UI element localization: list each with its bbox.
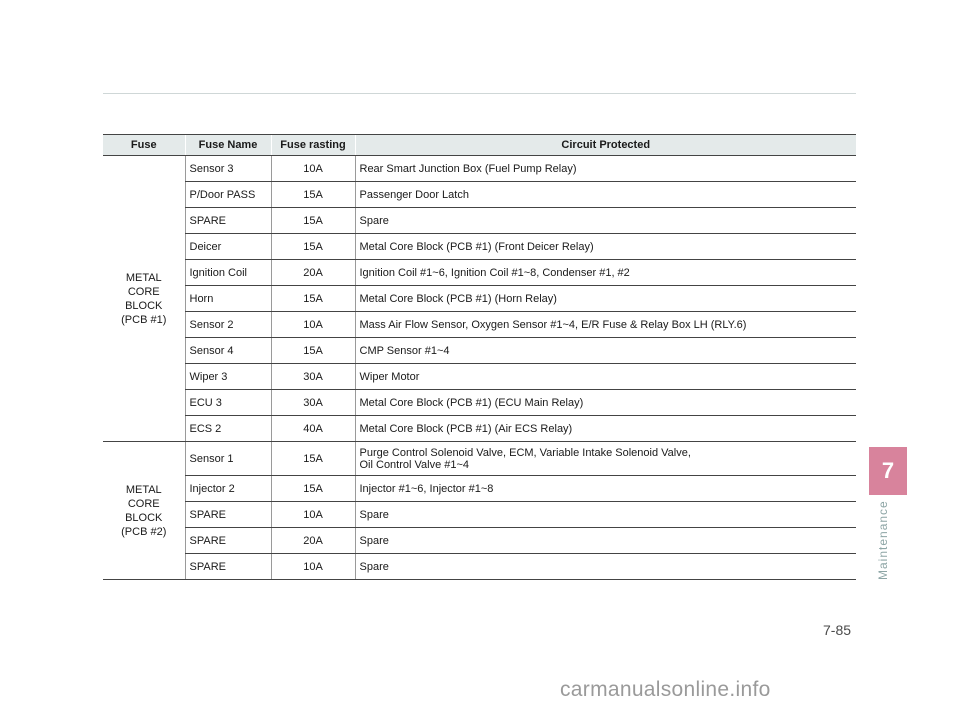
- circuit-protected-cell: Ignition Coil #1~6, Ignition Coil #1~8, Condenser #1, #2: [355, 260, 856, 286]
- table-row: [103, 390, 856, 416]
- fuse-rating-cell: 10A: [271, 554, 355, 580]
- circuit-protected-cell: Spare: [355, 208, 856, 234]
- fuse-block-label: (PCB #2): [121, 525, 167, 538]
- fuse-rating-cell: 15A: [271, 476, 355, 502]
- header-fuse: Fuse: [103, 135, 185, 156]
- fuse-name-cell: SPARE: [185, 502, 271, 528]
- fuse-name-cell: SPARE: [185, 208, 271, 234]
- table-row: [103, 364, 856, 390]
- circuit-protected-cell: Wiper Motor: [355, 364, 856, 390]
- table-row: [103, 528, 856, 554]
- circuit-protected-cell: Spare: [355, 554, 856, 580]
- table-body: [103, 156, 856, 580]
- header-fuse-name: Fuse Name: [185, 135, 271, 156]
- fuse-name-cell: Sensor 1: [185, 442, 271, 476]
- circuit-protected-cell: Metal Core Block (PCB #1) (ECU Main Relay): [355, 390, 856, 416]
- fuse-name-cell: Sensor 3: [185, 156, 271, 182]
- circuit-protected-cell: Injector #1~6, Injector #1~8: [355, 476, 856, 502]
- fuse-table: [103, 134, 856, 580]
- circuit-protected-line: Purge Control Solenoid Valve, ECM, Variable Intake Solenoid Valve,: [359, 446, 691, 459]
- page-number: 7-85: [823, 622, 852, 638]
- header-circuit-protected: Circuit Protected: [355, 135, 856, 156]
- fuse-rating-cell: 15A: [271, 442, 355, 476]
- fuse-name-cell: ECS 2: [185, 416, 271, 442]
- fuse-rating-cell: 10A: [271, 312, 355, 338]
- fuse-rating-cell: 15A: [271, 286, 355, 312]
- fuse-block-label: METAL: [125, 483, 162, 496]
- fuse-name-cell: Injector 2: [185, 476, 271, 502]
- fuse-name-cell: Sensor 4: [185, 338, 271, 364]
- fuse-block-label: BLOCK: [125, 299, 163, 312]
- fuse-rating-cell: 30A: [271, 364, 355, 390]
- circuit-protected-cell: CMP Sensor #1~4: [355, 338, 856, 364]
- circuit-protected-cell: [355, 442, 856, 476]
- fuse-name-cell: SPARE: [185, 528, 271, 554]
- fuse-block-cell: [103, 442, 185, 580]
- fuse-block-label: CORE: [127, 497, 160, 510]
- fuse-name-cell: Deicer: [185, 234, 271, 260]
- watermark: carmanualsonline.info: [560, 678, 771, 701]
- fuse-rating-cell: 15A: [271, 338, 355, 364]
- table-row: [103, 312, 856, 338]
- table-row: [103, 416, 856, 442]
- table-row: [103, 208, 856, 234]
- fuse-rating-cell: 15A: [271, 234, 355, 260]
- fuse-rating-cell: 40A: [271, 416, 355, 442]
- fuse-name-cell: Wiper 3: [185, 364, 271, 390]
- fuse-rating-cell: 15A: [271, 208, 355, 234]
- table-row: [103, 156, 856, 182]
- table-row: [103, 476, 856, 502]
- table-row: [103, 234, 856, 260]
- fuse-name-cell: Horn: [185, 286, 271, 312]
- header-fuse-rating: Fuse rasting: [271, 135, 355, 156]
- fuse-block-label: BLOCK: [125, 511, 163, 524]
- table-row: [103, 260, 856, 286]
- fuse-rating-cell: 20A: [271, 260, 355, 286]
- fuse-rating-cell: 20A: [271, 528, 355, 554]
- fuse-name-cell: P/Door PASS: [185, 182, 271, 208]
- fuse-rating-cell: 10A: [271, 156, 355, 182]
- fuse-name-cell: Ignition Coil: [185, 260, 271, 286]
- fuse-name-cell: ECU 3: [185, 390, 271, 416]
- circuit-protected-cell: Mass Air Flow Sensor, Oxygen Sensor #1~4, E/R Fuse & Relay Box LH (RLY.6): [355, 312, 856, 338]
- circuit-protected-cell: Spare: [355, 502, 856, 528]
- top-rule: [103, 93, 856, 94]
- fuse-block-label: (PCB #1): [121, 313, 167, 326]
- circuit-protected-cell: Passenger Door Latch: [355, 182, 856, 208]
- table-row: [103, 286, 856, 312]
- chapter-side-label: Maintenance: [876, 500, 890, 580]
- fuse-rating-cell: 30A: [271, 390, 355, 416]
- table-row: [103, 554, 856, 580]
- fuse-name-cell: Sensor 2: [185, 312, 271, 338]
- circuit-protected-line: Oil Control Valve #1~4: [359, 458, 470, 471]
- circuit-protected-cell: Metal Core Block (PCB #1) (Horn Relay): [355, 286, 856, 312]
- fuse-rating-cell: 10A: [271, 502, 355, 528]
- fuse-block-label: METAL: [125, 271, 162, 284]
- circuit-protected-cell: Metal Core Block (PCB #1) (Air ECS Relay): [355, 416, 856, 442]
- table-header-row: [103, 135, 856, 156]
- table-row: [103, 442, 856, 476]
- table-row: [103, 338, 856, 364]
- fuse-name-cell: SPARE: [185, 554, 271, 580]
- circuit-protected-cell: Spare: [355, 528, 856, 554]
- table-row: [103, 182, 856, 208]
- circuit-protected-cell: Rear Smart Junction Box (Fuel Pump Relay): [355, 156, 856, 182]
- fuse-block-label: CORE: [127, 285, 160, 298]
- fuse-rating-cell: 15A: [271, 182, 355, 208]
- circuit-protected-cell: Metal Core Block (PCB #1) (Front Deicer Relay): [355, 234, 856, 260]
- fuse-block-cell: [103, 156, 185, 442]
- table-row: [103, 502, 856, 528]
- chapter-tab: 7: [869, 447, 907, 495]
